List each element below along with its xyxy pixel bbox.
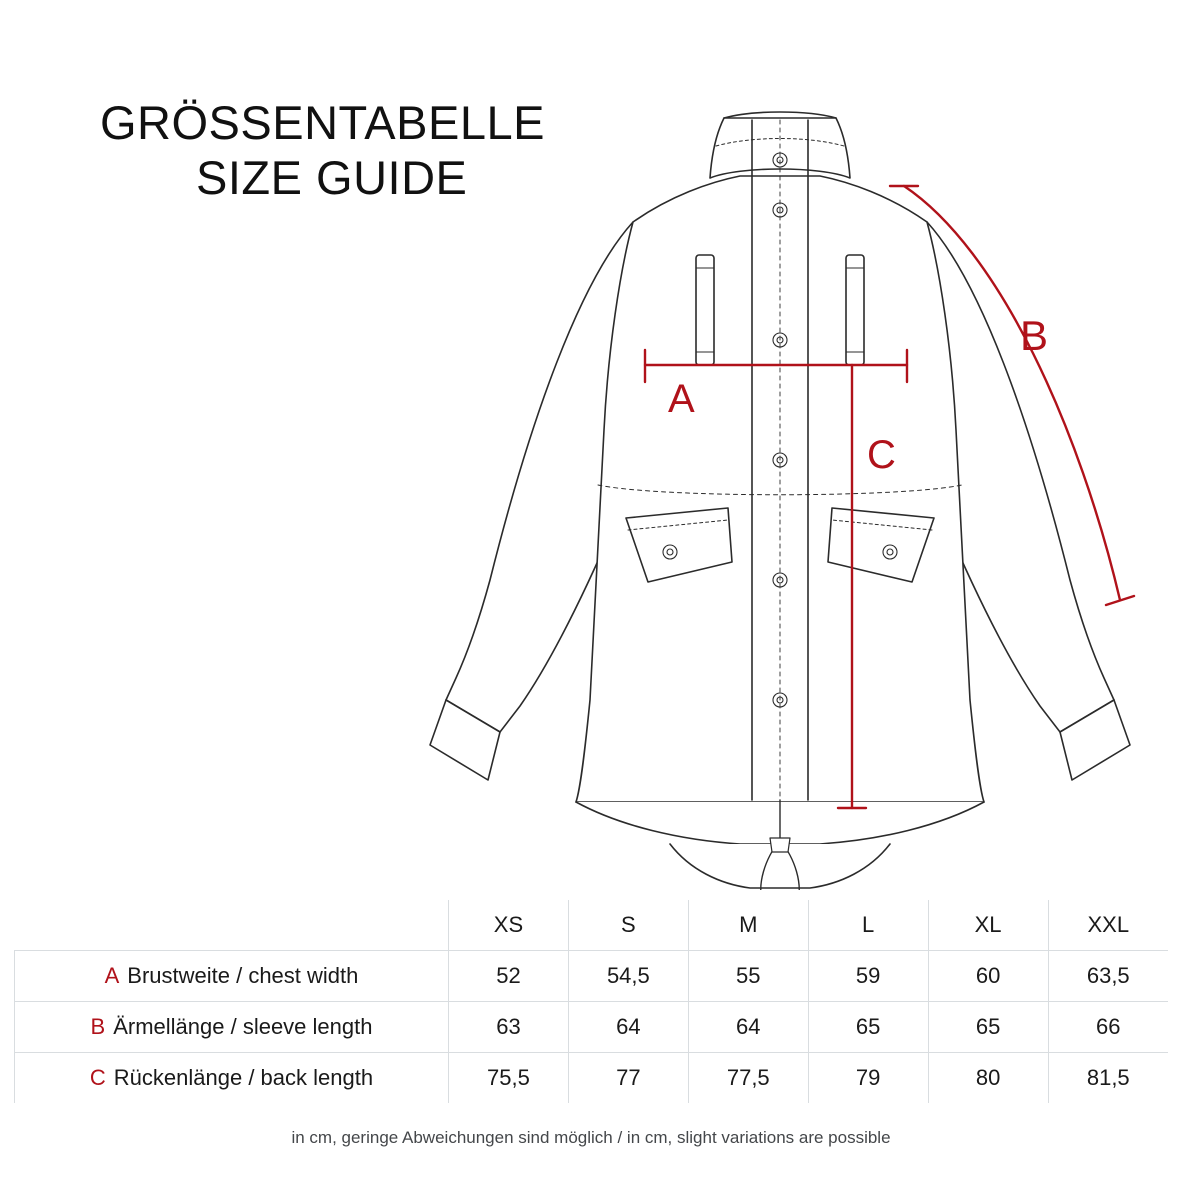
table-row: [15, 951, 1169, 1002]
column-header-s: S: [568, 900, 688, 951]
row-key-b: B: [90, 1014, 106, 1039]
cell-c-l: 79: [808, 1053, 928, 1104]
row-key-c: C: [89, 1065, 106, 1090]
cell-b-m: 64: [688, 1002, 808, 1053]
cell-b-s: 64: [568, 1002, 688, 1053]
cell-b-l: 65: [808, 1002, 928, 1053]
cell-a-l: 59: [808, 951, 928, 1002]
row-label-chest-width: [15, 951, 449, 1002]
title-line-german: GRÖSSENTABELLE: [100, 96, 545, 149]
row-label-sleeve-length: [15, 1002, 449, 1053]
cell-b-xs: 63: [449, 1002, 569, 1053]
table-header-row: [15, 900, 1169, 951]
row-text-b: Ärmellänge / sleeve length: [113, 1014, 373, 1039]
title-line-english: SIZE GUIDE: [196, 151, 468, 205]
cell-a-xs: 52: [449, 951, 569, 1002]
cell-a-xxl: 63,5: [1048, 951, 1168, 1002]
footnote: in cm, geringe Abweichungen sind möglich / in cm, slight variations are possible: [291, 1128, 891, 1147]
measure-label-a: A: [668, 377, 695, 421]
garment-illustration: [380, 100, 1180, 890]
cell-c-xl: 80: [928, 1053, 1048, 1104]
table-corner-cell: [15, 900, 449, 951]
column-header-m: M: [688, 900, 808, 951]
table-row: [15, 1002, 1169, 1053]
table-row: [15, 1053, 1169, 1104]
cell-b-xl: 65: [928, 1002, 1048, 1053]
cell-c-xxl: 81,5: [1048, 1053, 1168, 1104]
cell-c-m: 77,5: [688, 1053, 808, 1104]
column-header-xl: XL: [928, 900, 1048, 951]
column-header-xs: XS: [449, 900, 569, 951]
column-header-xxl: XXL: [1048, 900, 1168, 951]
cell-a-xl: 60: [928, 951, 1048, 1002]
size-table-container: [14, 900, 1168, 1103]
cell-a-s: 54,5: [568, 951, 688, 1002]
measure-label-c: C: [867, 433, 896, 477]
cell-c-s: 77: [568, 1053, 688, 1104]
row-text-a: Brustweite / chest width: [127, 963, 359, 988]
row-key-a: A: [104, 963, 120, 988]
measure-label-b: B: [1020, 312, 1049, 359]
cell-a-m: 55: [688, 951, 808, 1002]
cell-b-xxl: 66: [1048, 1002, 1168, 1053]
row-text-c: Rückenlänge / back length: [113, 1065, 374, 1090]
size-table: [14, 900, 1168, 1103]
column-header-l: L: [808, 900, 928, 951]
row-label-back-length: [15, 1053, 449, 1104]
cell-c-xs: 75,5: [449, 1053, 569, 1104]
